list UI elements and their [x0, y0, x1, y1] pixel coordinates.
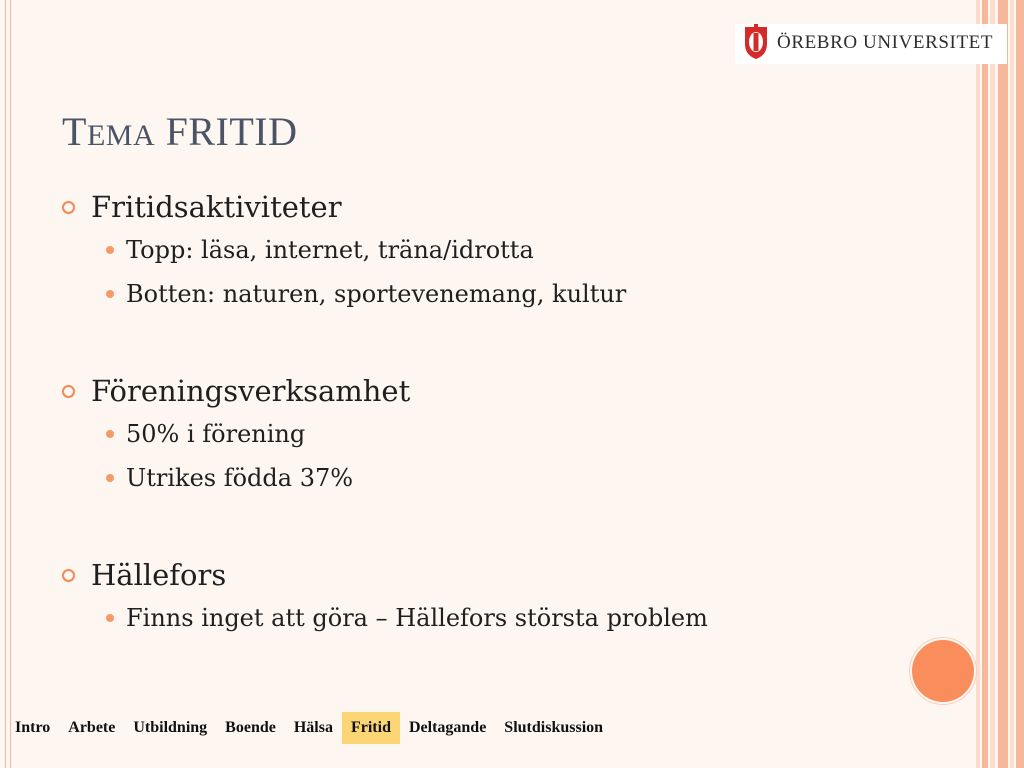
- nav-item-slutdiskussion[interactable]: Slutdiskussion: [504, 719, 604, 736]
- bullet-level1: [62, 370, 922, 412]
- dot-bullet-icon: [106, 430, 114, 438]
- decorative-circle: [912, 640, 974, 702]
- bullet-heading: Hällefors: [91, 558, 227, 592]
- nav-item-fritid[interactable]: Fritid: [342, 712, 400, 744]
- left-border-line: [10, 0, 11, 768]
- slide-title: [62, 108, 298, 155]
- left-border-line: [5, 0, 6, 768]
- title-small-caps: EMA: [86, 119, 156, 152]
- nav-item-halsa[interactable]: Hälsa: [293, 719, 333, 736]
- logo-text: ÖREBRO UNIVERSITET: [777, 32, 994, 53]
- bullet-level1: [62, 186, 922, 228]
- decorative-stripe: [1010, 0, 1014, 768]
- decorative-stripe: [976, 0, 980, 768]
- orebro-seal-icon: [742, 24, 770, 60]
- nav-item-deltagande[interactable]: Deltagande: [408, 719, 487, 736]
- nav-item-boende[interactable]: Boende: [225, 719, 276, 736]
- dot-bullet-icon: [106, 290, 114, 298]
- bullet-text: Botten: naturen, sportevenemang, kultur: [126, 280, 627, 308]
- nav-item-utbildning[interactable]: Utbildning: [133, 719, 208, 736]
- bullet-text: 50% i förening: [126, 420, 306, 448]
- ring-bullet-icon: [62, 201, 75, 214]
- nav-item-arbete[interactable]: Arbete: [68, 719, 116, 736]
- bullet-text: Utrikes födda 37%: [126, 464, 354, 492]
- bullet-level1: [62, 554, 922, 596]
- slide-content: [62, 186, 922, 640]
- title-initial: T: [62, 109, 87, 154]
- bullet-heading: Fritidsaktiviteter: [91, 190, 342, 224]
- nav-item-intro[interactable]: Intro: [15, 719, 51, 736]
- bullet-level2: [62, 228, 922, 272]
- dot-bullet-icon: [106, 246, 114, 254]
- dot-bullet-icon: [106, 474, 114, 482]
- bullet-level2: [62, 596, 922, 640]
- bullet-level2: [62, 412, 922, 456]
- university-logo: [735, 24, 1007, 64]
- bullet-text: Finns inget att göra – Hällefors största problem: [126, 604, 708, 632]
- section-nav: [6, 712, 612, 744]
- title-main: FRITID: [165, 109, 298, 154]
- bullet-heading: Föreningsverksamhet: [91, 374, 411, 408]
- decorative-stripe: [982, 0, 988, 768]
- ring-bullet-icon: [62, 569, 75, 582]
- decorative-stripe: [998, 0, 1008, 768]
- bullet-text: Topp: läsa, internet, träna/idrotta: [126, 236, 534, 264]
- bullet-level2: [62, 456, 922, 500]
- decorative-stripe: [1016, 0, 1024, 768]
- ring-bullet-icon: [62, 385, 75, 398]
- dot-bullet-icon: [106, 614, 114, 622]
- bullet-level2: [62, 272, 922, 316]
- decorative-stripe: [990, 0, 995, 768]
